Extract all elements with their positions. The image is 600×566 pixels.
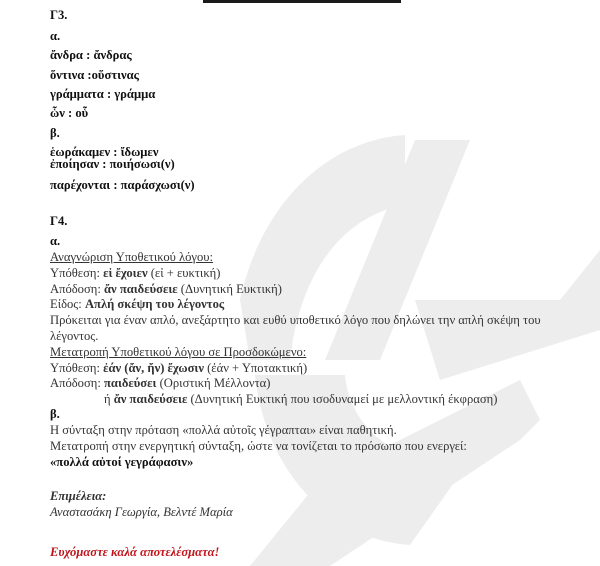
- conv-apodosis-line: [50, 376, 270, 391]
- conversion-title: Μετατροπή Υποθετικού λόγου σε Προσδοκώμενο:: [50, 345, 307, 359]
- g3-b-item: ἐποίησαν : ποιήσωσι(ν): [50, 157, 175, 171]
- conv-hyp-rest: (ἐάν + Υποτακτική): [203, 361, 308, 375]
- g3-b-item: ἑωράκαμεν : ἴδωμεν: [50, 145, 159, 159]
- conv-hyp-prefix: Υπόθεση:: [50, 361, 104, 375]
- g3-b-item: παρέχονται : παράσχωσι(ν): [50, 178, 195, 192]
- recognition-title: Αναγνώριση Υποθετικού λόγου:: [50, 250, 213, 264]
- conv-apo-bold: παιδεύσει: [104, 376, 157, 390]
- apodosis-prefix: Απόδοση:: [50, 282, 105, 296]
- conv-or-bold: ἄν παιδεύσειε: [113, 392, 188, 406]
- apodosis-line: [50, 282, 282, 297]
- passive-line: Η σύνταξη στην πρόταση «πολλά αὐτοῖς γέγραπται» είναι παθητική.: [50, 423, 397, 437]
- g3-a-item: ὅντινα :οὕστινας: [50, 68, 139, 82]
- g3-b-label: β.: [50, 126, 60, 140]
- credits-label: Επιμέλεια:: [50, 489, 107, 503]
- conv-or-prefix: ή: [104, 392, 114, 406]
- g4-heading: Γ4.: [50, 214, 68, 228]
- conv-hypothesis-line: [50, 361, 307, 376]
- credits-names: Αναστασάκη Γεωργία, Βελντέ Μαρία: [50, 505, 233, 519]
- explanation-line-1: Πρόκειται για έναν απλό, ανεξάρτητο και ευθύ υποθετικό λόγο που δηλώνει την απλή σκέψη του: [50, 313, 541, 327]
- hypothesis-rest: (εἰ + ευκτική): [147, 266, 221, 280]
- hypothesis-line: [50, 266, 220, 281]
- g3-heading: Γ3.: [50, 8, 68, 22]
- g3-a-label: α.: [50, 29, 61, 43]
- g4-b-label: β.: [50, 407, 60, 421]
- kind-line: [50, 297, 224, 312]
- apodosis-bold: ἄν παιδεύσειε: [104, 282, 178, 296]
- active-line: Μετατροπή στην ενεργητική σύνταξη, ώστε να τονίζεται το πρόσωπο που ενεργεί:: [50, 439, 467, 453]
- conv-apo-rest: (Οριστική Μέλλοντα): [156, 376, 271, 390]
- kind-bold: Απλή σκέψη του λέγοντος: [84, 297, 225, 311]
- hypothesis-prefix: Υπόθεση:: [50, 266, 104, 280]
- active-result: «πολλά αὐτοί γεγράφασιν»: [50, 455, 194, 469]
- closing-wish: Ευχόμαστε καλά αποτελέσματα!: [50, 545, 220, 559]
- g3-a-item: ὧν : οὗ: [50, 106, 89, 120]
- conv-apo-prefix: Απόδοση:: [50, 376, 105, 390]
- g3-a-item: γράμματα : γράμμα: [50, 87, 156, 101]
- g4-a-label: α.: [50, 234, 61, 248]
- apodosis-rest: (Δυνητική Ευκτική): [177, 282, 282, 296]
- conv-or-line: [104, 392, 497, 407]
- conv-hyp-bold: ἐάν (ἄν, ἤν) ἔχωσιν: [103, 361, 204, 375]
- conv-or-rest: (Δυνητική Ευκτική που ισοδυναμεί με μελλοντική έκφραση): [187, 392, 498, 406]
- hypothesis-bold: εἰ ἔχοιεν: [103, 266, 148, 280]
- kind-prefix: Είδος:: [50, 297, 85, 311]
- g3-a-item: ἄνδρα : ἄνδρας: [50, 48, 132, 62]
- explanation-line-2: λέγοντος.: [50, 329, 99, 343]
